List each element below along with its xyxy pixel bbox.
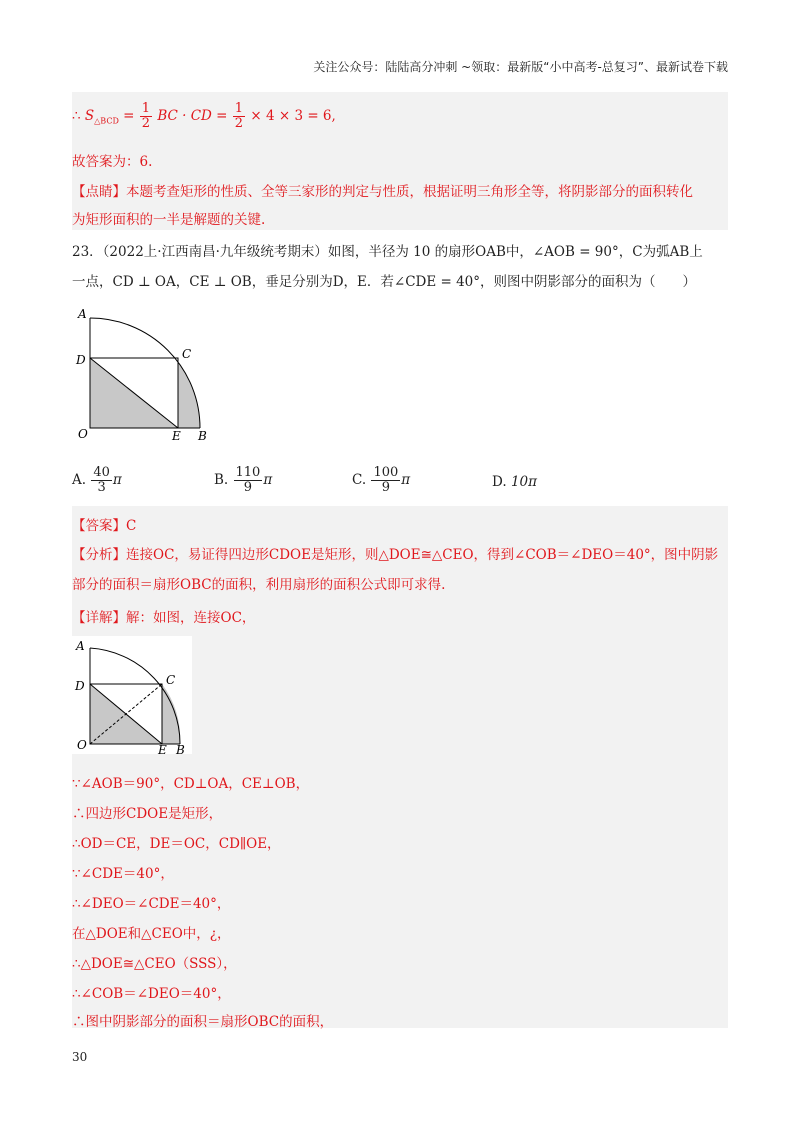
shaded-sector-edge [162,684,180,744]
option-a[interactable]: A. $\frac{40}{3}$ π [72,465,122,495]
fraction-half-2: $\frac{1}{2}$ [234,101,244,131]
option-b[interactable]: B. $\frac{110}{9}$ π [214,465,273,495]
step-2: ∴四边形CDOE是矩形， [72,806,223,822]
step-9: ∴图中阴影部分的面积＝扇形OBC的面积， [72,1014,334,1030]
svg-text:C: C [166,673,176,687]
question-line-1: 23．（2022上·江西南昌·九年级统考期末）如图，半径为 10 的扇形OAB中，∠AOB = 90°，C为弧AB上 [72,244,703,260]
svg-text:B: B [176,743,185,754]
comment-line-1: 【点睛】本题考查矩形的性质、全等三家形的判定与性质，根据证明三角形全等，将阴影部分的面积转化 [72,184,693,200]
option-c[interactable]: C. $\frac{100}{9}$ π [352,465,411,495]
option-d[interactable]: D. 10π [492,474,537,490]
analysis-row-1: 【分析】连接OC，易证得四边形CDOE是矩形，则△DOE≅△CEO，得到∠COB＝∠DEO＝40°，图中阴影 [72,547,719,563]
area-formula: ∴ $S_{\triangle BCD}$ = $\frac{1}{2}$ BC · CD = $\frac{1}{2}$ × 4 × 3 = 6, [72,101,336,131]
svg-text:E: E [172,429,181,443]
solution-figure [72,636,192,754]
svg-text:B: B [198,429,207,443]
step-5: ∴∠DEO＝∠CDE＝40°， [72,896,231,912]
svg-text:E: E [158,743,167,754]
comment-tag: 【点睛】 [72,184,126,200]
step-1: ∵∠AOB＝90°，CD⊥OA，CE⊥OB， [72,776,310,792]
svg-text:O: O [77,738,87,752]
page-number: 30 [72,1050,88,1064]
answer-line: 故答案为：6. [72,154,153,170]
step-7: ∴△DOE≅△CEO（SSS）， [72,956,237,972]
question-line-2: 一点，CD ⊥ OA，CE ⊥ OB，垂足分别为D，E．若∠CDE = 40°，则图中阴影部分的面积为（ ） [72,274,697,290]
detail-row: 【详解】解：如图，连接OC， [72,610,256,626]
question-figure [72,300,222,448]
svg-text:D: D [76,353,86,367]
step-3: ∴OD＝CE，DE＝OC，CD∥OE， [72,836,281,852]
page-header: 关注公众号：陆陆高分冲刺 ~领取：最新版“小中高考-总复习”、最新试卷下载 [313,60,728,74]
svg-text:C: C [182,347,192,361]
svg-text:O: O [78,427,88,441]
step-8: ∴∠COB＝∠DEO＝40°， [72,986,231,1002]
analysis-row-2: 部分的面积＝扇形OBC的面积，利用扇形的面积公式即可求得. [72,577,446,593]
svg-text:D: D [75,679,85,693]
comment-line-2: 为矩形面积的一半是解题的关键. [72,212,266,228]
fraction-half: $\frac{1}{2}$ [141,101,151,131]
step-6: 在△DOE和△CEO中，¿， [72,926,231,942]
answer-row: 【答案】C [72,518,137,534]
step-4: ∵∠CDE＝40°， [72,866,174,882]
svg-text:A: A [78,307,87,321]
svg-text:A: A [76,639,85,653]
